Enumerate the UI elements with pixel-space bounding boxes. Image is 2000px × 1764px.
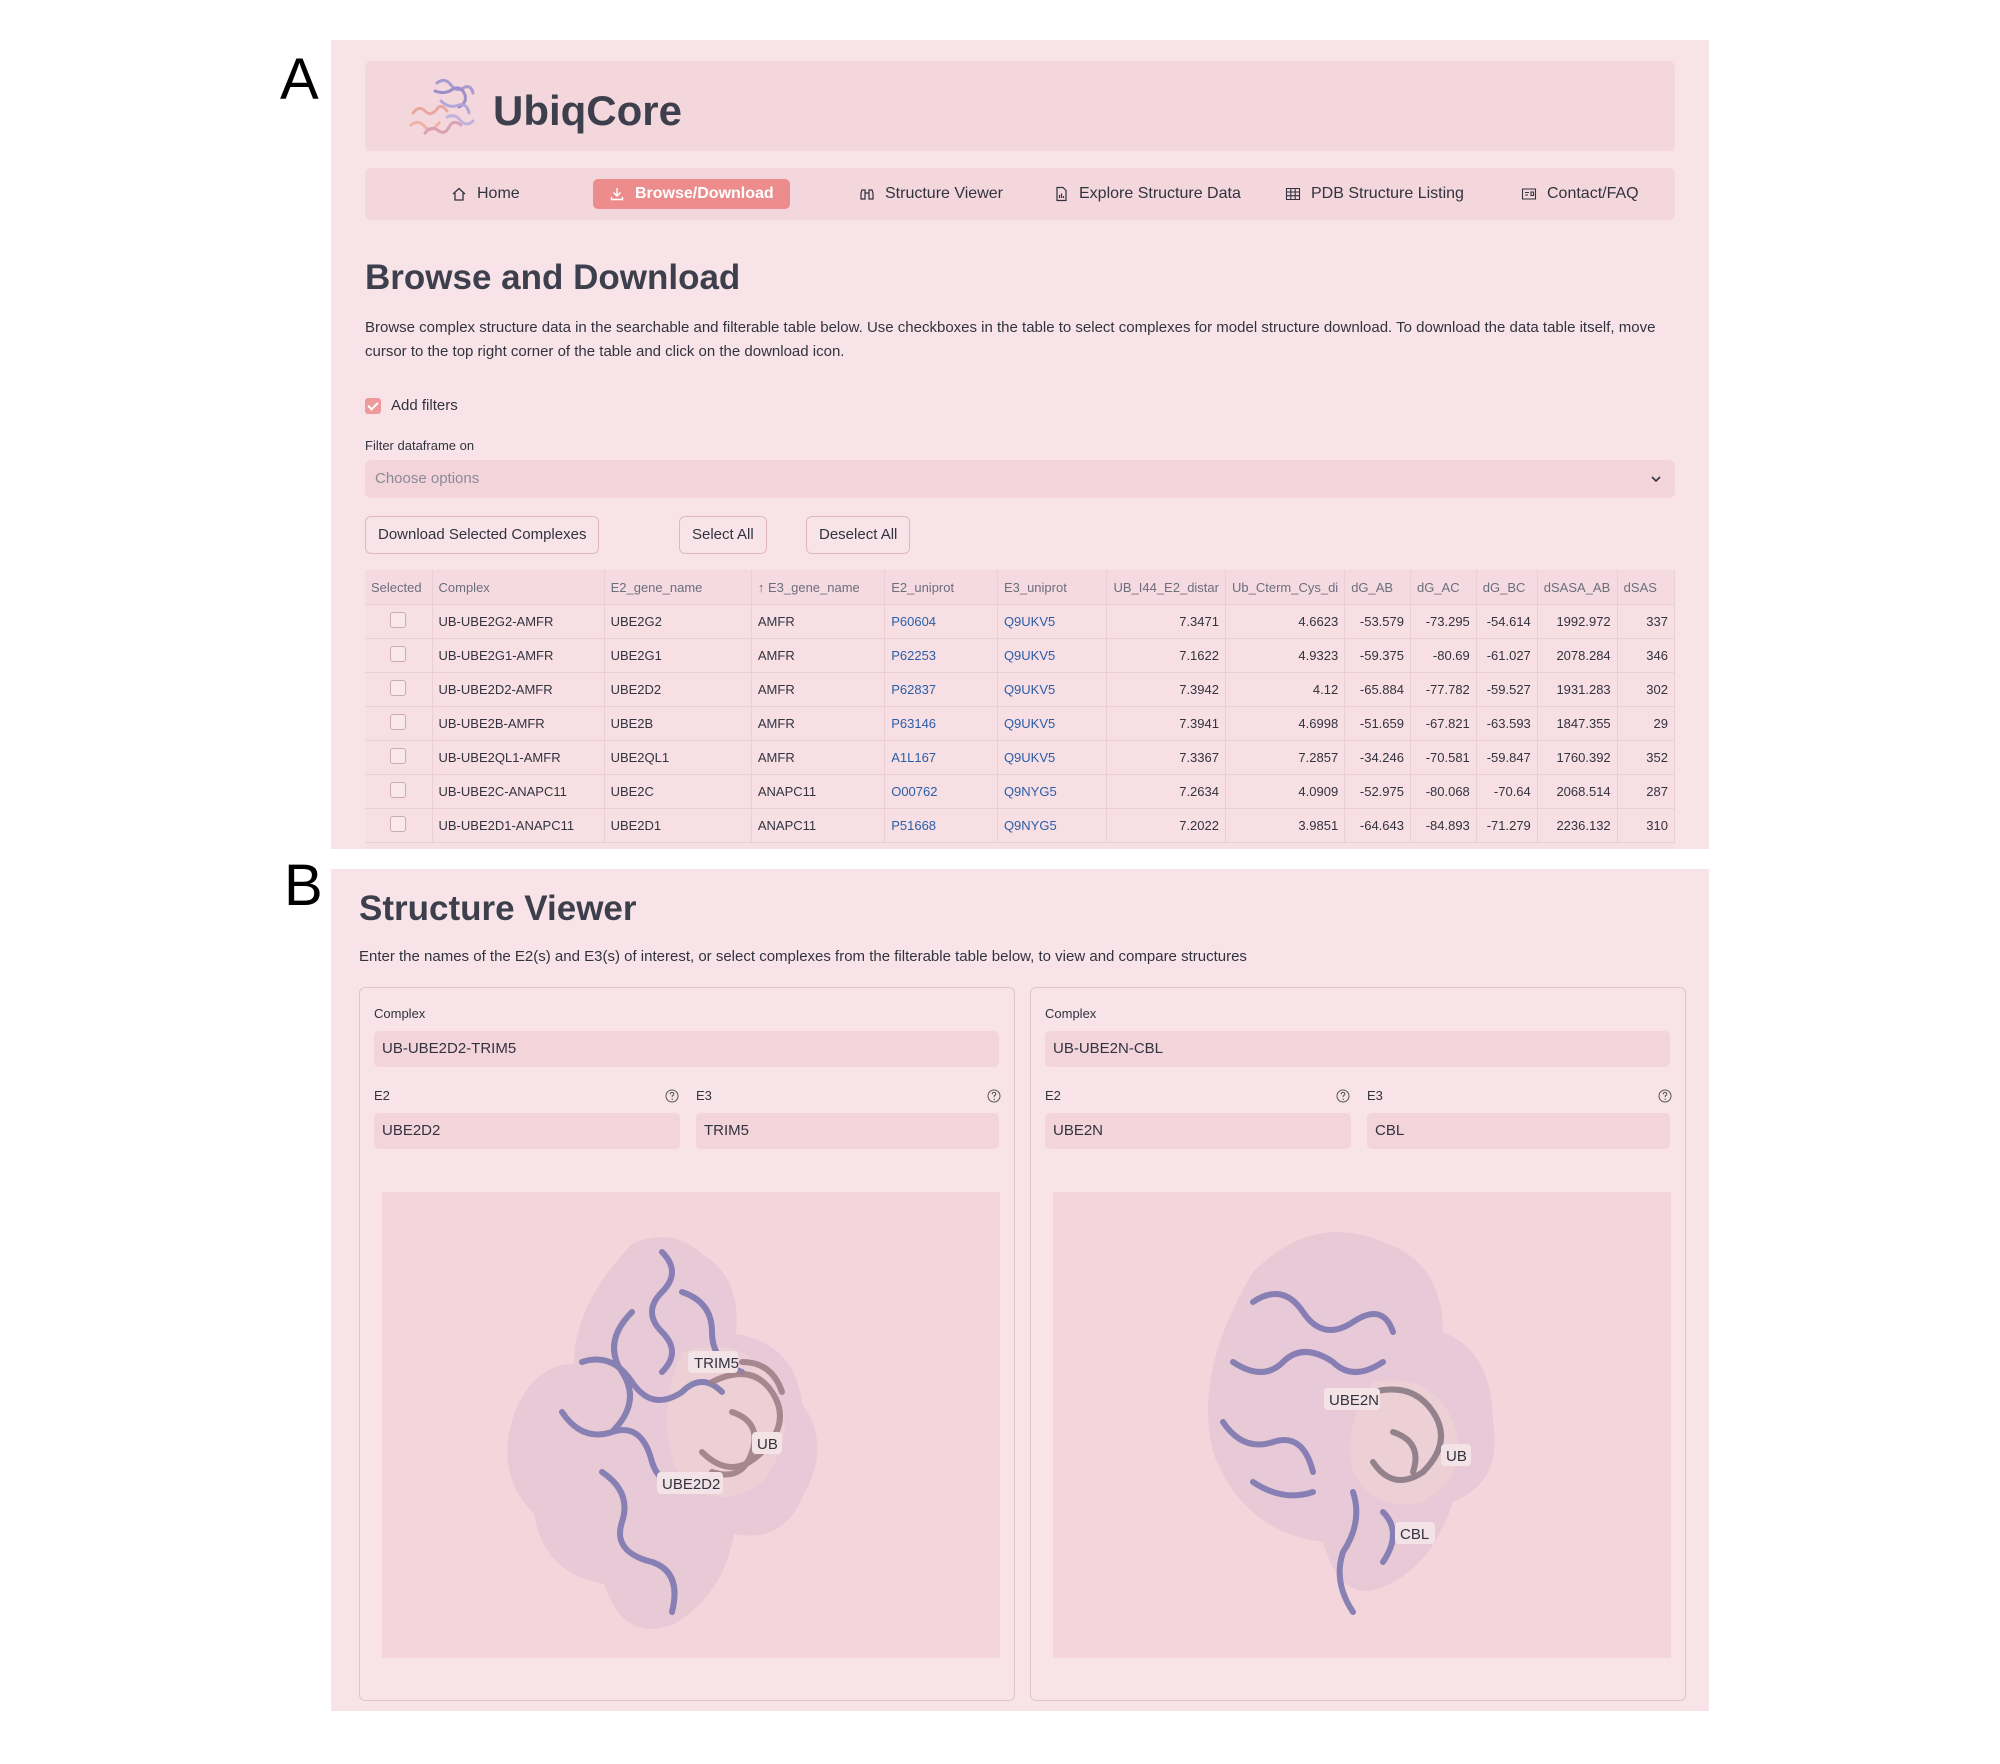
nav-home-label: Home: [477, 185, 520, 202]
table-cell: 2078.284: [1537, 639, 1617, 673]
nav-explore-structure-data[interactable]: [1037, 179, 1257, 209]
row-select-cell[interactable]: [365, 707, 432, 741]
column-header[interactable]: UB_I44_E2_distar: [1107, 570, 1226, 605]
add-filters-label: Add filters: [391, 397, 458, 414]
row-select-checkbox[interactable]: [390, 816, 406, 832]
row-select-checkbox[interactable]: [390, 646, 406, 662]
document-chart-icon: [1053, 186, 1069, 202]
help-icon[interactable]: [1336, 1089, 1350, 1103]
row-select-cell[interactable]: [365, 741, 432, 775]
column-header[interactable]: E2_gene_name: [604, 570, 751, 605]
complex-input[interactable]: UB-UBE2N-CBL: [1045, 1031, 1670, 1067]
uniprot-link[interactable]: Q9UKV5: [997, 673, 1107, 707]
browse-description: Browse complex structure data in the searchable and filterable table below. Use checkboxes in the table to select complexes for model structure download. To download the data table itself, move cursor to the top right corner of the table and click on the download icon.: [365, 319, 1656, 360]
table-cell: UB-UBE2D1-ANAPC11: [432, 809, 604, 843]
uniprot-link[interactable]: Q9UKV5: [997, 741, 1107, 775]
table-cell: UBE2D1: [604, 809, 751, 843]
table-cell: 1992.972: [1537, 605, 1617, 639]
uniprot-link[interactable]: P63146: [885, 707, 998, 741]
deselect-all-button[interactable]: Deselect All: [806, 516, 910, 554]
nav-pdb-structure-listing-label: PDB Structure Listing: [1311, 185, 1464, 202]
table-cell: -65.884: [1345, 673, 1411, 707]
table-cell: 1931.283: [1537, 673, 1617, 707]
column-header[interactable]: dG_BC: [1476, 570, 1537, 605]
table-cell: UBE2D2: [604, 673, 751, 707]
column-header[interactable]: dG_AC: [1410, 570, 1476, 605]
uniprot-link[interactable]: P62837: [885, 673, 998, 707]
e3-structure-label: CBL: [1400, 1526, 1430, 1543]
table-cell: UBE2QL1: [604, 741, 751, 775]
table-cell: 7.2634: [1107, 775, 1226, 809]
structure-viewer-panel: [331, 869, 1709, 1711]
table-row[interactable]: [365, 707, 1675, 741]
row-select-checkbox[interactable]: [390, 680, 406, 696]
column-header[interactable]: dSAS: [1617, 570, 1674, 605]
row-select-cell[interactable]: [365, 809, 432, 843]
row-select-checkbox[interactable]: [390, 748, 406, 764]
home-icon: [451, 186, 467, 202]
contact-card-icon: [1521, 186, 1537, 202]
row-select-checkbox[interactable]: [390, 714, 406, 730]
molecule-viewer[interactable]: [382, 1192, 1000, 1658]
protein-structure-render[interactable]: [1053, 1192, 1671, 1658]
table-cell: -80.068: [1410, 775, 1476, 809]
chevron-down-icon[interactable]: [1649, 472, 1663, 486]
table-cell: 7.3941: [1107, 707, 1226, 741]
nav-structure-viewer[interactable]: [843, 179, 1019, 209]
table-cell: -51.659: [1345, 707, 1411, 741]
table-cell: -53.579: [1345, 605, 1411, 639]
table-cell: -61.027: [1476, 639, 1537, 673]
row-select-cell[interactable]: [365, 673, 432, 707]
table-row[interactable]: [365, 605, 1675, 639]
e3-input[interactable]: CBL: [1367, 1113, 1670, 1149]
table-cell: -77.782: [1410, 673, 1476, 707]
ub-structure-label: UB: [1446, 1448, 1467, 1465]
table-cell: ANAPC11: [751, 809, 884, 843]
nav-contact-faq-label: Contact/FAQ: [1547, 185, 1639, 202]
table-cell: 4.9323: [1225, 639, 1344, 673]
table-cell: 2236.132: [1537, 809, 1617, 843]
uniprot-link[interactable]: Q9UKV5: [997, 605, 1107, 639]
table-cell: -73.295: [1410, 605, 1476, 639]
column-header[interactable]: Ub_Cterm_Cys_di: [1225, 570, 1344, 605]
uniprot-link[interactable]: O00762: [885, 775, 998, 809]
complex-data-table[interactable]: [365, 570, 1675, 849]
filter-multiselect[interactable]: [365, 460, 1675, 498]
download-icon: [609, 186, 625, 202]
table-cell: 1847.355: [1537, 707, 1617, 741]
column-header[interactable]: E2_uniprot: [885, 570, 998, 605]
row-select-cell[interactable]: [365, 639, 432, 673]
filter-placeholder: Choose options: [375, 470, 480, 487]
table-cell: AMFR: [751, 707, 884, 741]
table-cell: AMFR: [751, 673, 884, 707]
table-header-row: [365, 570, 1675, 605]
help-icon[interactable]: [1658, 1089, 1672, 1103]
complex-input[interactable]: UB-UBE2D2-TRIM5: [374, 1031, 999, 1067]
table-row[interactable]: [365, 639, 1675, 673]
row-select-checkbox[interactable]: [390, 612, 406, 628]
protein-structure-render[interactable]: [382, 1192, 1000, 1658]
row-select-checkbox[interactable]: [390, 782, 406, 798]
table-cell: UBE2G2: [604, 605, 751, 639]
complex-label: Complex: [1045, 1006, 1097, 1021]
uniprot-link[interactable]: A1L167: [885, 741, 998, 775]
add-filters-checkbox[interactable]: [365, 397, 458, 414]
e2-label: E2: [1045, 1088, 1061, 1103]
table-cell: -52.975: [1345, 775, 1411, 809]
table-cell: -54.614: [1476, 605, 1537, 639]
column-header[interactable]: Selected: [365, 570, 432, 605]
nav-home[interactable]: [435, 179, 536, 209]
table-cell: UB-UBE2QL1-AMFR: [432, 741, 604, 775]
table-cell: UB-UBE2C-ANAPC11: [432, 775, 604, 809]
table-cell: -64.643: [1345, 809, 1411, 843]
table-cell: 337: [1617, 605, 1674, 639]
table-cell: ANAPC11: [751, 775, 884, 809]
uniprot-link[interactable]: Q9NYG5: [997, 775, 1107, 809]
nav-structure-viewer-label: Structure Viewer: [885, 185, 1003, 202]
nav-browse-download-label: Browse/Download: [635, 185, 774, 202]
top-navbar: [365, 168, 1675, 220]
table-cell: 7.2857: [1225, 741, 1344, 775]
uniprot-link[interactable]: P60604: [885, 605, 998, 639]
uniprot-link[interactable]: Q9UKV5: [997, 707, 1107, 741]
table-cell: 4.6998: [1225, 707, 1344, 741]
app-header: [365, 61, 1675, 151]
app-title: UbiqCore: [493, 87, 682, 134]
binoculars-icon: [859, 186, 875, 202]
page-title: Browse and Download: [365, 258, 741, 297]
table-cell: 7.1622: [1107, 639, 1226, 673]
e2-structure-label: UBE2N: [1329, 1392, 1380, 1409]
table-cell: -59.527: [1476, 673, 1537, 707]
table-cell: 29: [1617, 707, 1674, 741]
table-cell: UB-UBE2B-AMFR: [432, 707, 604, 741]
table-cell: -59.847: [1476, 741, 1537, 775]
e3-structure-label: TRIM5: [694, 1355, 739, 1372]
nav-explore-structure-data-label: Explore Structure Data: [1079, 185, 1241, 202]
checkbox-checked-icon[interactable]: [365, 398, 381, 414]
row-select-cell[interactable]: [365, 605, 432, 639]
table-cell: 4.6623: [1225, 605, 1344, 639]
e3-input[interactable]: TRIM5: [696, 1113, 999, 1149]
table-cell: -67.821: [1410, 707, 1476, 741]
help-icon[interactable]: [987, 1089, 1001, 1103]
table-cell: UB-UBE2G1-AMFR: [432, 639, 604, 673]
uniprot-link[interactable]: P62253: [885, 639, 998, 673]
structure-card-1: [359, 987, 1015, 1701]
table-row[interactable]: [365, 775, 1675, 809]
table-icon: [1285, 186, 1301, 202]
column-header[interactable]: dG_AB: [1345, 570, 1411, 605]
table-cell: UB-UBE2G2-AMFR: [432, 605, 604, 639]
e2-input[interactable]: UBE2N: [1045, 1113, 1351, 1149]
e3-label: E3: [1367, 1088, 1383, 1103]
column-header[interactable]: Complex: [432, 570, 604, 605]
table-cell: -63.593: [1476, 707, 1537, 741]
table-cell: -70.64: [1476, 775, 1537, 809]
protein-logo-icon: [407, 73, 477, 141]
viewer-description: Enter the names of the E2(s) and E3(s) of interest, or select complexes from the filterable table below, to view and compare structures: [359, 948, 1247, 965]
table-cell: 3.9851: [1225, 809, 1344, 843]
table-cell: 310: [1617, 809, 1674, 843]
column-header[interactable]: E3_uniprot: [997, 570, 1107, 605]
help-icon[interactable]: [665, 1089, 679, 1103]
select-all-button[interactable]: Select All: [679, 516, 767, 554]
table-cell: 346: [1617, 639, 1674, 673]
table-cell: 7.2022: [1107, 809, 1226, 843]
nav-browse-download[interactable]: [593, 179, 790, 209]
column-header[interactable]: dSASA_AB: [1537, 570, 1617, 605]
table-cell: 7.3367: [1107, 741, 1226, 775]
table-cell: UBE2G1: [604, 639, 751, 673]
molecule-viewer[interactable]: [1053, 1192, 1671, 1658]
download-selected-button[interactable]: Download Selected Complexes: [365, 516, 599, 554]
table-cell: 302: [1617, 673, 1674, 707]
uniprot-link[interactable]: P51668: [885, 809, 998, 843]
table-cell: UB-UBE2D2-AMFR: [432, 673, 604, 707]
table-row[interactable]: [365, 809, 1675, 843]
structure-card-2: [1030, 987, 1686, 1701]
table-cell: AMFR: [751, 605, 884, 639]
table-cell: 2068.514: [1537, 775, 1617, 809]
table-row[interactable]: [365, 741, 1675, 775]
table-cell: UBE2C: [604, 775, 751, 809]
complex-label: Complex: [374, 1006, 426, 1021]
e3-label: E3: [696, 1088, 712, 1103]
ub-structure-label: UB: [757, 1436, 778, 1453]
e2-structure-label: UBE2D2: [662, 1476, 721, 1493]
panel-letter-b: B: [284, 853, 323, 918]
row-select-cell[interactable]: [365, 775, 432, 809]
uniprot-link[interactable]: Q9UKV5: [997, 639, 1107, 673]
table-cell: 352: [1617, 741, 1674, 775]
table-cell: UBE2B: [604, 707, 751, 741]
viewer-title: Structure Viewer: [359, 889, 637, 928]
e2-input[interactable]: UBE2D2: [374, 1113, 680, 1149]
table-cell: 4.0909: [1225, 775, 1344, 809]
browse-download-panel: [331, 40, 1709, 849]
table-cell: -59.375: [1345, 639, 1411, 673]
table-cell: 7.3471: [1107, 605, 1226, 639]
table-cell: -34.246: [1345, 741, 1411, 775]
column-header[interactable]: ↑ E3_gene_name: [751, 570, 884, 605]
table-cell: AMFR: [751, 639, 884, 673]
nav-pdb-structure-listing[interactable]: [1269, 179, 1480, 209]
e2-label: E2: [374, 1088, 390, 1103]
filter-label: Filter dataframe on: [365, 438, 475, 453]
table-cell: -84.893: [1410, 809, 1476, 843]
table-row[interactable]: [365, 673, 1675, 707]
table-cell: -71.279: [1476, 809, 1537, 843]
table-cell: AMFR: [751, 741, 884, 775]
table-cell: -70.581: [1410, 741, 1476, 775]
panel-letter-a: A: [280, 47, 319, 112]
table-cell: 1760.392: [1537, 741, 1617, 775]
table-cell: 287: [1617, 775, 1674, 809]
nav-contact-faq[interactable]: [1505, 179, 1655, 209]
table-cell: 4.12: [1225, 673, 1344, 707]
uniprot-link[interactable]: Q9NYG5: [997, 809, 1107, 843]
table-cell: 7.3942: [1107, 673, 1226, 707]
table-cell: -80.69: [1410, 639, 1476, 673]
